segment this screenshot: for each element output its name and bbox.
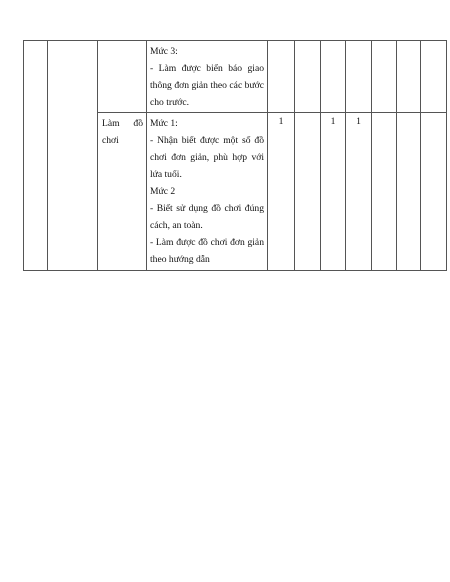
assessment-table <box>23 40 447 271</box>
level-heading: Mức 2 <box>150 186 176 197</box>
count-cell <box>421 113 447 271</box>
requirement-cell <box>147 41 268 113</box>
count-cell: 1 <box>346 113 372 271</box>
requirement-cell <box>147 113 268 271</box>
requirement-text: - Nhận biết được một số đồ chơi đơn giản, phù hợp với lứa tuổi. <box>150 135 264 180</box>
requirement-text: - Làm được đồ chơi đơn giản theo hướng dẫn <box>150 237 264 265</box>
count-cell <box>346 41 372 113</box>
level-heading: Mức 1: <box>150 118 178 129</box>
count-cell: 1 <box>268 113 295 271</box>
count-cell <box>295 41 321 113</box>
topic-label: Làm đồ chơi <box>102 118 143 146</box>
count-cell <box>268 41 295 113</box>
count-cell <box>421 41 447 113</box>
level-heading: Mức 3: <box>150 46 178 57</box>
topic-cell <box>98 41 147 113</box>
requirement-text: - Biết sử dụng đồ chơi đúng cách, an toàn. <box>150 203 264 231</box>
count-cell <box>321 41 346 113</box>
table-row <box>24 41 447 113</box>
count-cell: 1 <box>321 113 346 271</box>
count-cell <box>397 41 421 113</box>
requirement-text: - Làm được biển báo giao thông đơn giản theo các bước cho trước. <box>150 63 264 108</box>
index-cell <box>24 41 48 271</box>
count-cell <box>372 113 397 271</box>
subject-cell <box>48 41 98 271</box>
count-cell <box>295 113 321 271</box>
count-cell <box>397 113 421 271</box>
topic-cell <box>98 113 147 271</box>
count-cell <box>372 41 397 113</box>
